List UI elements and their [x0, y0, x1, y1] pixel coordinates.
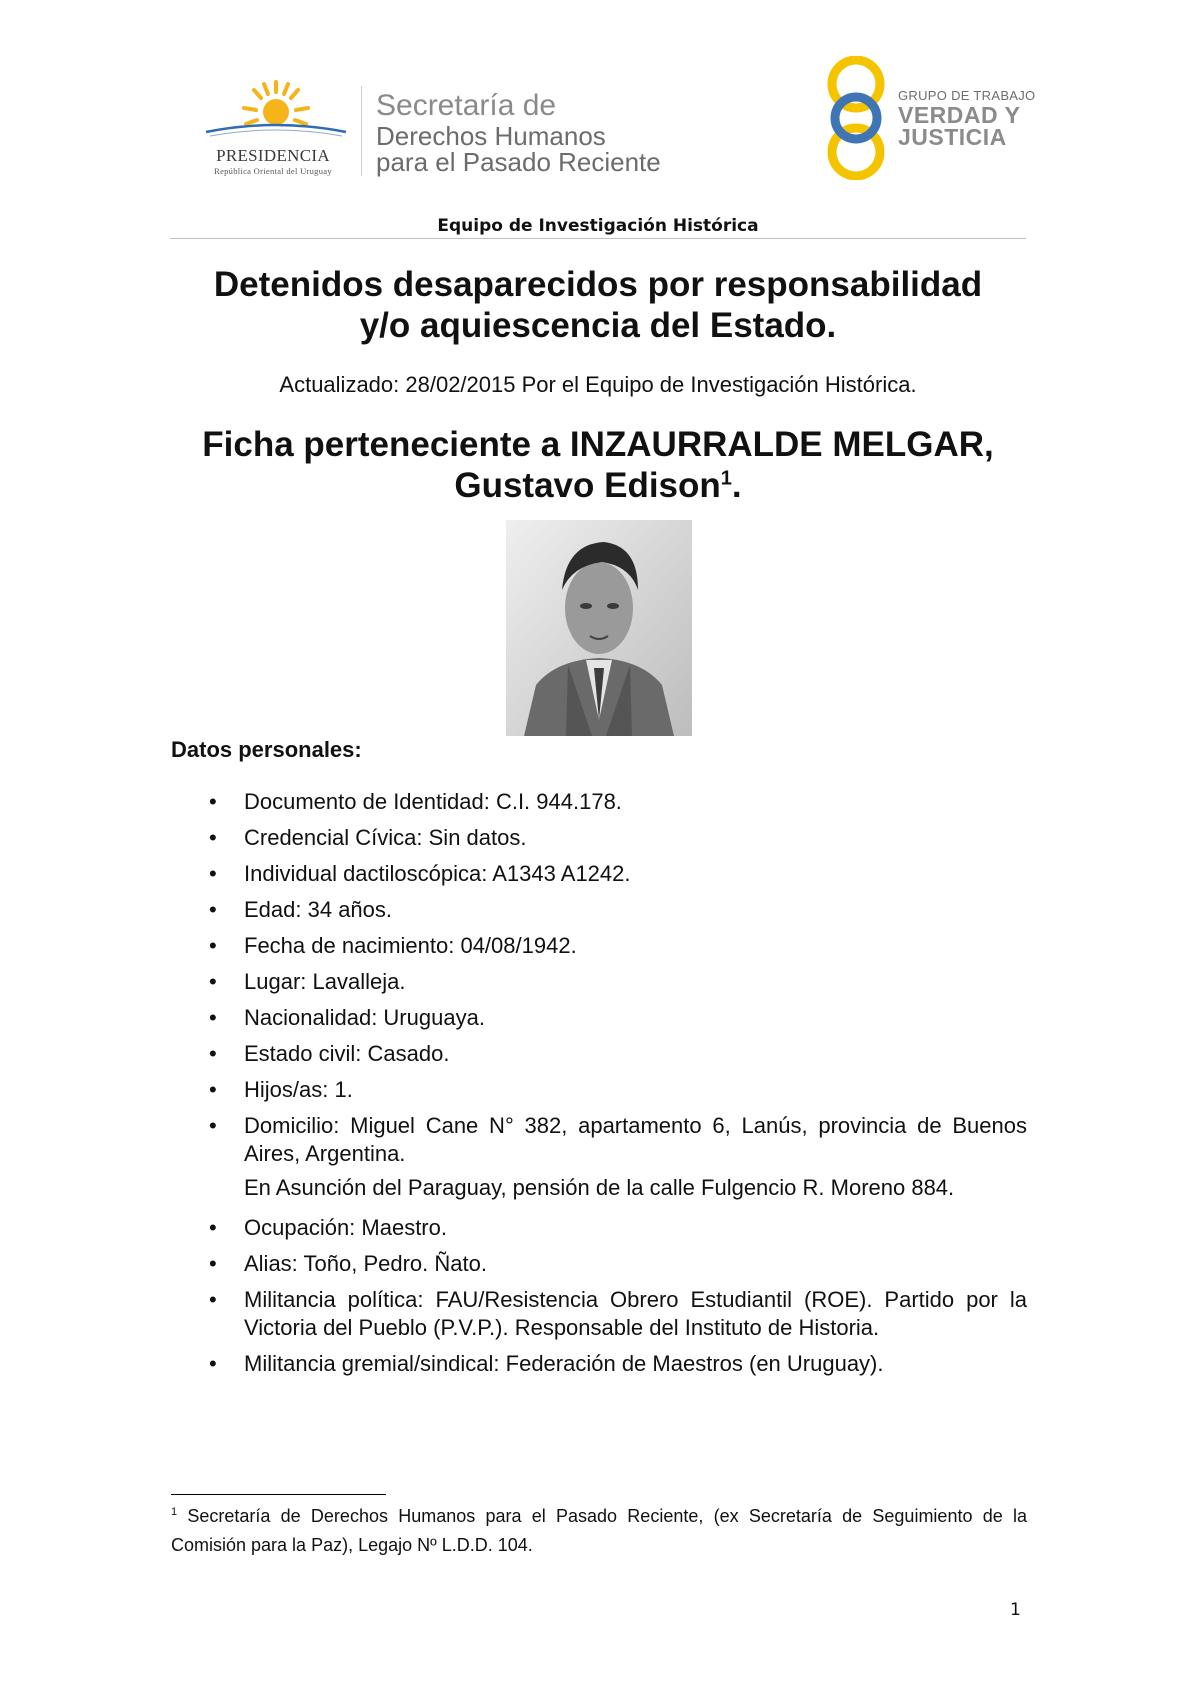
list-item-text: Hijos/as: 1. [244, 1077, 353, 1102]
bullet-icon: • [209, 1251, 217, 1276]
vyj-line-1: GRUPO DE TRABAJO [898, 88, 1036, 103]
team-header: Equipo de Investigación Histórica [437, 216, 759, 236]
list-item-text: Documento de Identidad: C.I. 944.178. [244, 789, 622, 814]
datos-list [171, 788, 1027, 1378]
bullet-icon: • [209, 897, 217, 922]
list-item-text: Alias: Toño, Pedro. Ñato. [244, 1251, 487, 1276]
secretaria-line-1: Secretaría de [376, 89, 557, 122]
bullet-icon: • [209, 1077, 217, 1102]
list-item-text: Ocupación: Maestro. [244, 1215, 447, 1240]
list-item [171, 1214, 1027, 1242]
list-item-text: Fecha de nacimiento: 04/08/1942. [244, 933, 577, 958]
list-item [171, 1040, 1027, 1068]
header-rule [170, 238, 1026, 239]
main-title-line-2: y/o aquiescencia del Estado. [359, 306, 837, 345]
ficha-period: . [731, 466, 742, 505]
bullet-icon: • [209, 1351, 217, 1376]
presidencia-subtitle: República Oriental del Uruguay [214, 166, 332, 176]
list-item-text: Credencial Cívica: Sin datos. [244, 825, 527, 850]
vyj-line-2: VERDAD Y [898, 102, 1021, 128]
updated-line: Actualizado: 28/02/2015 Por el Equipo de Investigación Histórica. [279, 372, 917, 397]
logo-divider [361, 86, 362, 176]
list-item-text: Estado civil: Casado. [244, 1041, 450, 1066]
flag-stripe-icon [206, 125, 346, 132]
bullet-icon: • [209, 789, 217, 814]
main-title [170, 264, 1026, 346]
bullet-icon: • [209, 933, 217, 958]
sun-icon [244, 82, 308, 125]
bullet-icon: • [209, 861, 217, 886]
ficha-title [170, 424, 1026, 506]
ficha-title-line-1: Ficha perteneciente a INZAURRALDE MELGAR, [202, 425, 994, 464]
list-item [171, 1286, 1027, 1342]
list-item-text: Militancia política: FAU/Resistencia Obrero Estudiantil (ROE). Partido por la Victoria del Pueblo (P.V.P.). Responsable del Instituto de Historia. [244, 1287, 1027, 1340]
secretaria-line-3: para el Pasado Reciente [376, 147, 661, 177]
secretaria-line-2: Derechos Humanos [376, 121, 606, 151]
presidencia-label: PRESIDENCIA [216, 146, 330, 165]
bullet-icon: • [209, 1113, 217, 1138]
portrait-photo [506, 520, 692, 736]
ficha-name: Gustavo Edison [454, 466, 721, 505]
list-item [171, 788, 1027, 816]
footnote-text: Secretaría de Derechos Humanos para el Pasado Reciente, (ex Secretaría de Seguimiento de la Comisión para la Paz), Legajo Nº L.D.D. 104. [171, 1506, 1027, 1555]
page-number: 1 [1010, 1600, 1021, 1620]
vyj-line-3: JUSTICIA [898, 124, 1007, 150]
list-item [171, 824, 1027, 852]
list-item-text: Individual dactiloscópica: A1343 A1242. [244, 861, 631, 886]
main-title-line-1: Detenidos desaparecidos por responsabilidad [213, 265, 983, 304]
list-item-text: Domicilio: Miguel Cane N° 382, apartamento 6, Lanús, provincia de Buenos Aires, Argentina. [244, 1113, 1027, 1166]
list-item-text: Militancia gremial/sindical: Federación de Maestros (en Uruguay). [244, 1351, 884, 1376]
footnote-number: 1 [171, 1506, 178, 1518]
list-item-text: Edad: 34 años. [244, 897, 393, 922]
bullet-icon: • [209, 1215, 217, 1240]
domicilio-extra: En Asunción del Paraguay, pensión de la calle Fulgencio R. Moreno 884. [244, 1175, 955, 1200]
list-item-text: Lugar: Lavalleja. [244, 969, 406, 994]
list-item [171, 1250, 1027, 1278]
list-item [171, 932, 1027, 960]
list-item [171, 1350, 1027, 1378]
footnote [171, 1502, 1027, 1560]
bullet-icon: • [209, 1287, 217, 1312]
bullet-icon: • [209, 1041, 217, 1066]
list-item-text: Nacionalidad: Uruguaya. [244, 1005, 485, 1030]
list-item [171, 1076, 1027, 1104]
list-item [171, 1004, 1027, 1032]
list-item [171, 860, 1027, 888]
datos-personales-heading: Datos personales: [171, 737, 362, 762]
ficha-title-line-2 [170, 465, 1026, 506]
footnote-ref[interactable]: 1 [720, 467, 732, 490]
list-item [171, 1112, 1027, 1202]
verdad-justicia-logo-icon [822, 56, 890, 180]
bullet-icon: • [209, 825, 217, 850]
list-item [171, 968, 1027, 996]
list-item [171, 896, 1027, 924]
bullet-icon: • [209, 1005, 217, 1030]
bullet-icon: • [209, 969, 217, 994]
footnote-rule [171, 1494, 386, 1495]
